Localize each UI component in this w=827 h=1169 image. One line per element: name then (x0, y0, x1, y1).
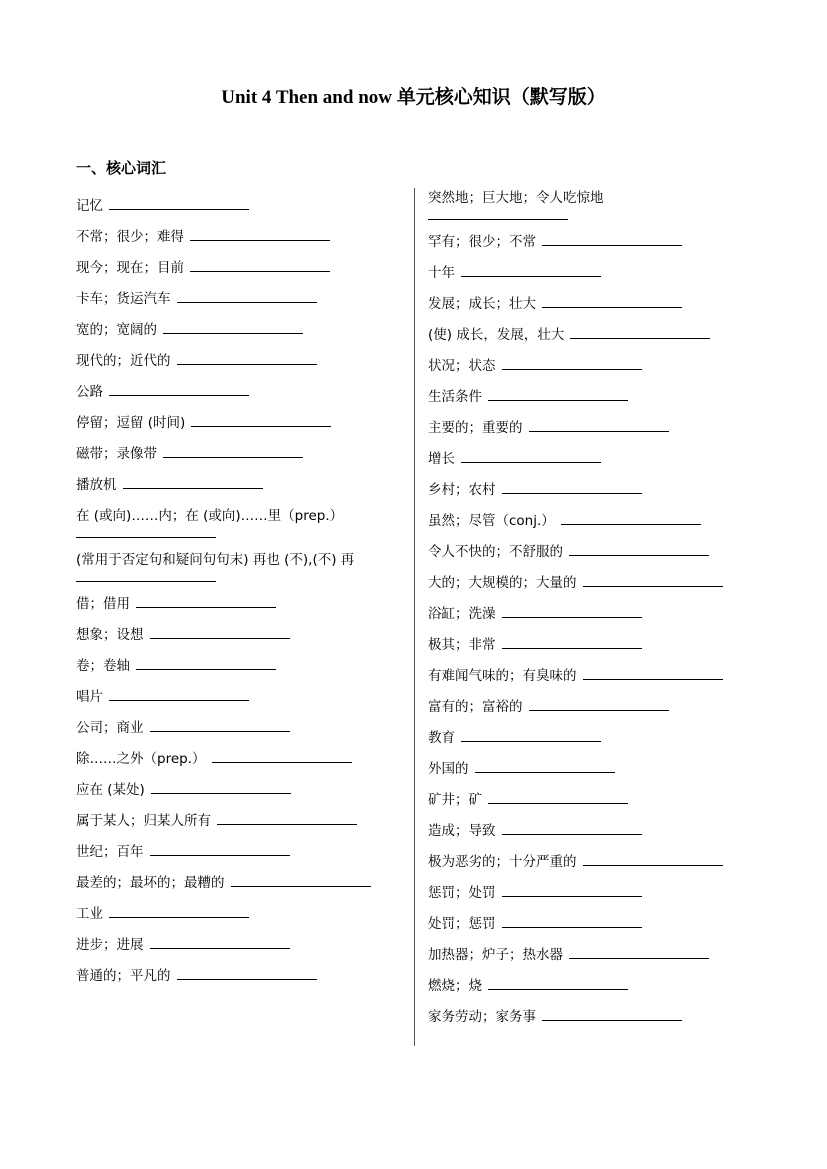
vocab-prompt: 公路 (76, 384, 103, 400)
answer-blank[interactable] (569, 946, 709, 959)
answer-blank[interactable] (488, 977, 628, 990)
vocab-prompt: 家务劳动；家务事 (428, 1009, 536, 1025)
vocab-prompt: 想象；设想 (76, 627, 144, 643)
answer-blank[interactable] (569, 543, 709, 556)
vocab-item (428, 481, 758, 499)
answer-blank[interactable] (109, 197, 249, 210)
answer-blank[interactable] (150, 719, 290, 732)
vocab-prompt: 属于某人；归某人所有 (76, 813, 211, 829)
vocab-item (76, 476, 396, 494)
vocab-item (428, 884, 758, 902)
answer-blank[interactable] (163, 445, 303, 458)
vocab-prompt: 停留；逗留 (时间) (76, 415, 186, 431)
answer-blank[interactable] (488, 791, 628, 804)
answer-blank[interactable] (109, 383, 249, 396)
answer-blank[interactable] (136, 595, 276, 608)
vocab-item (428, 946, 758, 964)
vocab-prompt: 造成；导致 (428, 823, 496, 839)
vocab-prompt: 借；借用 (76, 596, 130, 612)
vocab-item (428, 853, 758, 871)
vocab-item (428, 357, 758, 375)
vocab-prompt: 惩罚；处罚 (428, 885, 496, 901)
vocab-item (76, 321, 396, 339)
answer-blank[interactable] (163, 321, 303, 334)
vocab-item (428, 822, 758, 840)
vocab-prompt: 除……之外（prep.） (76, 751, 206, 767)
vocab-item (428, 729, 758, 747)
vocab-item (76, 290, 396, 308)
vocab-item (428, 605, 758, 623)
vocab-item (76, 595, 396, 613)
answer-blank[interactable] (428, 211, 568, 220)
vocab-item (76, 874, 396, 892)
vocab-prompt: 播放机 (76, 477, 117, 493)
vocab-prompt: 普通的；平凡的 (76, 968, 171, 984)
answer-blank[interactable] (583, 574, 723, 587)
vocab-prompt: (常用于否定句和疑问句句末) 再也 (不),(不) 再 (76, 552, 355, 568)
vocab-prompt: 十年 (428, 265, 455, 281)
vocab-prompt: 有难闻气味的；有臭味的 (428, 668, 577, 684)
vocab-item (428, 667, 758, 685)
answer-blank[interactable] (151, 781, 291, 794)
vocab-item (428, 388, 758, 406)
answer-blank[interactable] (461, 729, 601, 742)
answer-blank[interactable] (76, 529, 216, 538)
vocab-prompt: 不常；很少；难得 (76, 229, 184, 245)
vocab-item (76, 657, 396, 675)
vocab-prompt: 教育 (428, 730, 455, 746)
answer-blank[interactable] (502, 636, 642, 649)
vocab-item (428, 574, 758, 592)
vocab-prompt: 宽的；宽阔的 (76, 322, 157, 338)
vocab-item (428, 543, 758, 561)
vocab-prompt: 卡车；货运汽车 (76, 291, 171, 307)
vocab-item (76, 905, 396, 923)
answer-blank[interactable] (561, 512, 701, 525)
answer-blank[interactable] (150, 843, 290, 856)
vocab-item (76, 414, 396, 432)
vocab-item (76, 626, 396, 644)
answer-blank[interactable] (488, 388, 628, 401)
vocab-item (428, 419, 758, 437)
vocab-prompt: 罕有；很少；不常 (428, 234, 536, 250)
page-title: Unit 4 Then and now 单元核心知识（默写版） (221, 87, 606, 108)
answer-blank[interactable] (583, 853, 723, 866)
vocab-prompt: 公司；商业 (76, 720, 144, 736)
answer-blank[interactable] (109, 688, 249, 701)
column-divider (414, 188, 415, 1046)
vocab-item (76, 352, 396, 370)
answer-blank[interactable] (212, 750, 352, 763)
vocab-item (76, 259, 396, 277)
vocab-item (428, 326, 758, 344)
vocab-prompt: 在 (或向)……内；在 (或向)……里（prep.） (76, 508, 344, 524)
answer-blank[interactable] (502, 915, 642, 928)
vocab-item (76, 228, 396, 246)
vocab-item (428, 760, 758, 778)
vocab-prompt: 富有的；富裕的 (428, 699, 523, 715)
section-heading: 一、核心词汇 (76, 159, 167, 177)
vocab-prompt: 极其；非常 (428, 637, 496, 653)
vocab-item (76, 507, 396, 538)
vocab-item (428, 636, 758, 654)
answer-blank[interactable] (177, 352, 317, 365)
vocab-item (76, 781, 396, 799)
answer-blank[interactable] (502, 822, 642, 835)
answer-blank[interactable] (123, 476, 263, 489)
vocab-item (76, 688, 396, 706)
answer-blank[interactable] (529, 419, 669, 432)
vocab-column-right (428, 189, 758, 1039)
vocab-item (428, 264, 758, 282)
answer-blank[interactable] (76, 573, 216, 582)
vocab-prompt: 现今；现在；目前 (76, 260, 184, 276)
answer-blank[interactable] (502, 605, 642, 618)
answer-blank[interactable] (150, 936, 290, 949)
vocab-item (428, 791, 758, 809)
answer-blank[interactable] (231, 874, 371, 887)
vocab-prompt: 发展；成长；壮大 (428, 296, 536, 312)
vocab-prompt: 卷；卷轴 (76, 658, 130, 674)
vocab-item (428, 295, 758, 313)
vocab-prompt: 突然地；巨大地；令人吃惊地 (428, 190, 604, 206)
answer-blank[interactable] (177, 290, 317, 303)
vocab-item (428, 450, 758, 468)
vocab-column-left (76, 197, 396, 998)
vocab-prompt: 乡村；农村 (428, 482, 496, 498)
answer-blank[interactable] (542, 233, 682, 246)
answer-blank[interactable] (529, 698, 669, 711)
answer-blank[interactable] (542, 295, 682, 308)
vocab-item (428, 915, 758, 933)
answer-blank[interactable] (542, 1008, 682, 1021)
vocab-item (76, 445, 396, 463)
vocab-prompt: 大的；大规模的；大量的 (428, 575, 577, 591)
vocab-prompt: 工业 (76, 906, 103, 922)
vocab-item (428, 512, 758, 530)
vocab-prompt: 浴缸；洗澡 (428, 606, 496, 622)
answer-blank[interactable] (475, 760, 615, 773)
answer-blank[interactable] (502, 481, 642, 494)
vocab-item (428, 233, 758, 251)
vocab-prompt: 增长 (428, 451, 455, 467)
vocab-item (76, 719, 396, 737)
vocab-prompt: 令人不快的；不舒服的 (428, 544, 563, 560)
vocab-item (76, 750, 396, 768)
vocab-prompt: (使) 成长，发展，壮大 (428, 327, 565, 343)
vocab-prompt: 唱片 (76, 689, 103, 705)
vocab-prompt: 现代的；近代的 (76, 353, 171, 369)
vocab-item (76, 843, 396, 861)
vocab-prompt: 进步；进展 (76, 937, 144, 953)
answer-blank[interactable] (191, 414, 331, 427)
vocab-prompt: 世纪；百年 (76, 844, 144, 860)
answer-blank[interactable] (583, 667, 723, 680)
answer-blank[interactable] (502, 357, 642, 370)
vocab-prompt: 加热器；炉子；热水器 (428, 947, 563, 963)
vocab-prompt: 主要的；重要的 (428, 420, 523, 436)
vocab-item (76, 197, 396, 215)
vocab-prompt: 磁带；录像带 (76, 446, 157, 462)
vocab-prompt: 虽然；尽管（conj.） (428, 513, 555, 529)
vocab-prompt: 外国的 (428, 761, 469, 777)
answer-blank[interactable] (502, 884, 642, 897)
answer-blank[interactable] (570, 326, 710, 339)
answer-blank[interactable] (217, 812, 357, 825)
vocab-item (428, 977, 758, 995)
vocab-item (428, 698, 758, 716)
vocab-prompt: 极为恶劣的；十分严重的 (428, 854, 577, 870)
vocab-item (76, 967, 396, 985)
vocab-item (428, 1008, 758, 1026)
vocab-item (76, 812, 396, 830)
vocab-item (76, 383, 396, 401)
vocab-item (76, 551, 396, 582)
answer-blank[interactable] (190, 228, 330, 241)
vocab-prompt: 最差的；最坏的；最糟的 (76, 875, 225, 891)
answer-blank[interactable] (177, 967, 317, 980)
vocab-prompt: 状况；状态 (428, 358, 496, 374)
vocab-prompt: 燃烧；烧 (428, 978, 482, 994)
vocab-item (428, 189, 758, 220)
answer-blank[interactable] (136, 657, 276, 670)
vocab-prompt: 矿井；矿 (428, 792, 482, 808)
vocab-prompt: 处罚；惩罚 (428, 916, 496, 932)
answer-blank[interactable] (190, 259, 330, 272)
vocab-prompt: 生活条件 (428, 389, 482, 405)
answer-blank[interactable] (461, 450, 601, 463)
answer-blank[interactable] (109, 905, 249, 918)
answer-blank[interactable] (150, 626, 290, 639)
vocab-prompt: 应在 (某处) (76, 782, 145, 798)
vocab-item (76, 936, 396, 954)
answer-blank[interactable] (461, 264, 601, 277)
vocab-prompt: 记忆 (76, 198, 103, 214)
